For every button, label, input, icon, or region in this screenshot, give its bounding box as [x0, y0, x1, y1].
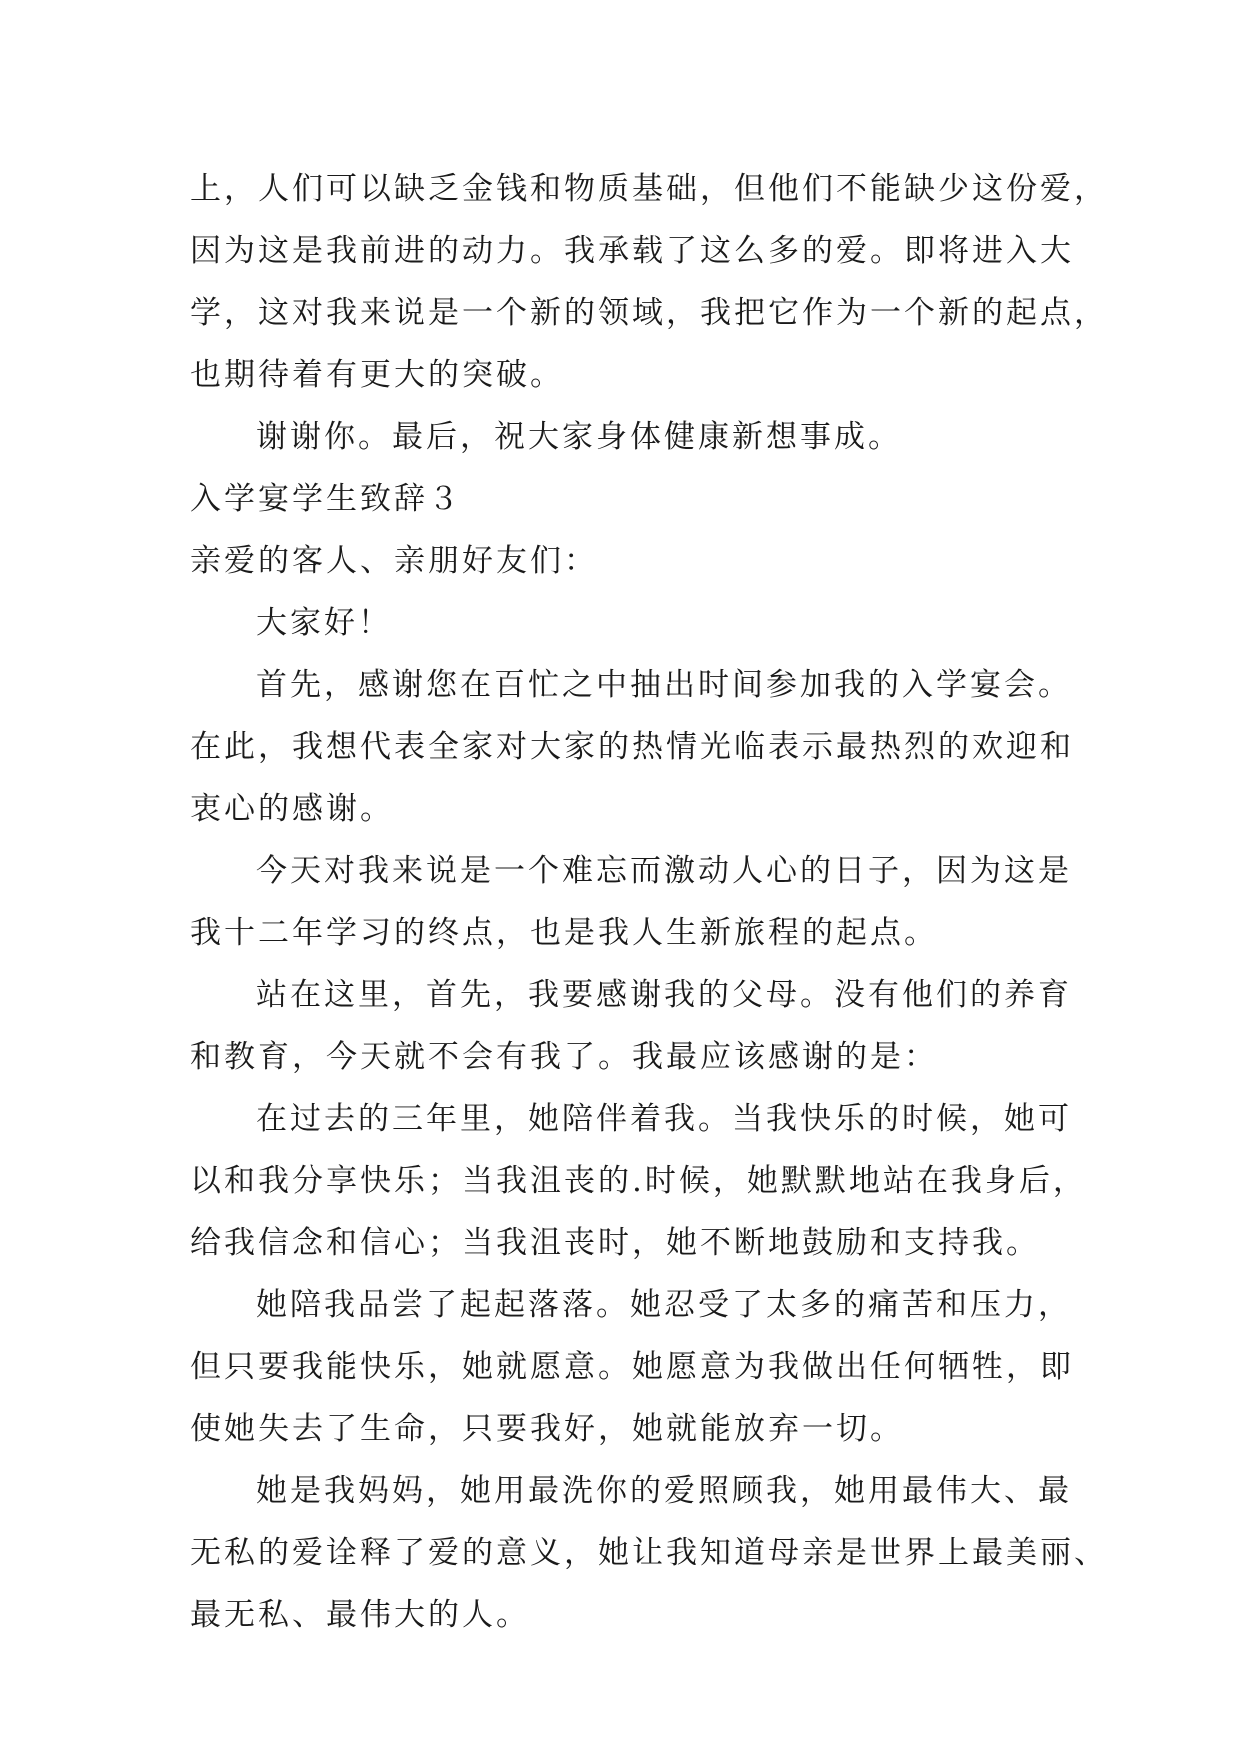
text-line: 无私的爱诠释了爱的意义，她让我知道母亲是世界上最美丽、 [190, 1535, 1108, 1571]
text-line: 衷心的感谢。 [190, 791, 394, 827]
text-line: 以和我分享快乐；当我沮丧的.时候，她默默地站在我身后， [190, 1163, 1087, 1199]
text-line: 在过去的三年里，她陪伴着我。当我快乐的时候，她可 [256, 1101, 1072, 1137]
text-line: 也期待着有更大的突破。 [190, 357, 564, 393]
text-line: 上，人们可以缺乏金钱和物质基础，但他们不能缺少这份爱， [190, 171, 1108, 207]
salutation: 亲爱的客人、亲朋好友们： [190, 543, 598, 579]
text-line: 今天对我来说是一个难忘而激动人心的日子，因为这是 [256, 853, 1072, 889]
text-line: 我十二年学习的终点，也是我人生新旅程的起点。 [190, 915, 938, 951]
text-line: 学，这对我来说是一个新的领域，我把它作为一个新的起点， [190, 295, 1108, 331]
text-line: 站在这里，首先，我要感谢我的父母。没有他们的养育 [256, 977, 1072, 1013]
text-line: 因为这是我前进的动力。我承载了这么多的爱。即将进入大 [190, 233, 1074, 269]
text-line: 使她失去了生命，只要我好，她就能放弃一切。 [190, 1411, 904, 1447]
text-line: 最无私、最伟大的人。 [190, 1597, 530, 1633]
section-heading: 入学宴学生致辞３ [190, 481, 462, 517]
text-line: 她是我妈妈，她用最洗你的爱照顾我，她用最伟大、最 [256, 1473, 1072, 1509]
text-line: 她陪我品尝了起起落落。她忍受了太多的痛苦和压力， [256, 1287, 1072, 1323]
text-line: 谢谢你。最后，祝大家身体健康新想事成。 [256, 419, 902, 455]
text-line: 给我信念和信心；当我沮丧时，她不断地鼓励和支持我。 [190, 1225, 1040, 1261]
document-body [190, 158, 1108, 1646]
text-line: 在此，我想代表全家对大家的热情光临表示最热烈的欢迎和 [190, 729, 1074, 765]
text-line: 和教育，今天就不会有我了。我最应该感谢的是： [190, 1039, 938, 1075]
text-line: 首先，感谢您在百忙之中抽出时间参加我的入学宴会。 [256, 667, 1072, 703]
text-line: 但只要我能快乐，她就愿意。她愿意为我做出任何牺牲，即 [190, 1349, 1074, 1385]
greeting: 大家好！ [256, 605, 392, 641]
